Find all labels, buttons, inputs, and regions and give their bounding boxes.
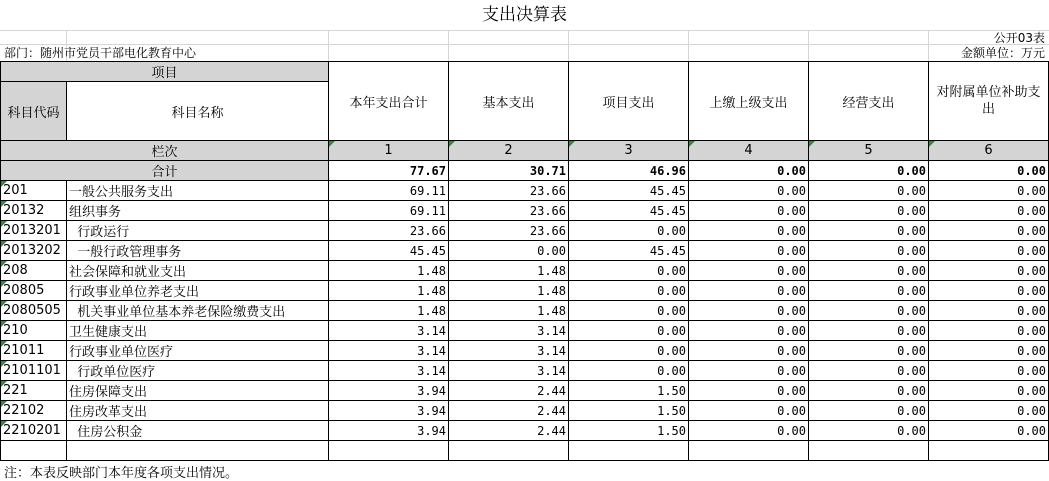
subject-code-text: 2013202 — [3, 243, 61, 258]
table-row — [1, 361, 1049, 381]
department-label: 部门：随州市党员干部电化教育中心 — [4, 46, 197, 60]
total-value: 0.00 — [929, 161, 1049, 181]
amount-cell: 0.00 — [929, 421, 1049, 441]
amount-cell: 3.94 — [329, 421, 449, 441]
amount-cell: 0.00 — [689, 381, 809, 401]
total-value: 30.71 — [449, 161, 569, 181]
amount-cell: 0.00 — [929, 201, 1049, 221]
amount-cell: 0.00 — [809, 201, 929, 221]
amount-cell: 1.48 — [449, 261, 569, 281]
subject-name: 组织事务 — [67, 201, 329, 221]
amount-cell: 0.00 — [929, 301, 1049, 321]
column-header: 项目支出 — [569, 62, 689, 141]
amount-cell: 0.00 — [569, 341, 689, 361]
amount-cell: 0.00 — [809, 281, 929, 301]
amount-cell: 0.00 — [689, 301, 809, 321]
column-header: 对附属单位补助支出 — [929, 62, 1049, 141]
amount-cell: 45.45 — [569, 201, 689, 221]
empty-cell — [689, 441, 809, 461]
amount-cell: 45.45 — [569, 241, 689, 261]
column-header: 基本支出 — [449, 62, 569, 141]
amount-cell: 0.00 — [929, 261, 1049, 281]
amount-cell: 3.14 — [329, 361, 449, 381]
empty-cell — [329, 441, 449, 461]
table-row — [1, 341, 1049, 361]
amount-cell: 0.00 — [929, 181, 1049, 201]
subject-code — [1, 421, 67, 441]
gridline — [808, 30, 809, 61]
amount-cell: 0.00 — [689, 361, 809, 381]
subject-code-text: 201 — [3, 183, 28, 198]
amount-cell: 0.00 — [569, 261, 689, 281]
subject-name: 住房公积金 — [67, 421, 329, 441]
amount-cell: 0.00 — [809, 341, 929, 361]
column-number-text: 4 — [744, 143, 753, 158]
code-column-header: 科目代码 — [1, 82, 67, 141]
table-row — [1, 201, 1049, 221]
amount-cell: 0.00 — [689, 261, 809, 281]
amount-cell: 0.00 — [929, 361, 1049, 381]
subject-name: 一般行政管理事务 — [67, 241, 329, 261]
subject-code-text: 2101101 — [3, 363, 61, 378]
amount-cell: 0.00 — [569, 321, 689, 341]
subject-code — [1, 401, 67, 421]
amount-cell: 0.00 — [569, 361, 689, 381]
subject-name: 社会保障和就业支出 — [67, 261, 329, 281]
subject-code — [1, 261, 67, 281]
amount-cell: 69.11 — [329, 181, 449, 201]
subject-code — [1, 321, 67, 341]
amount-cell: 0.00 — [689, 241, 809, 261]
amount-cell: 3.14 — [449, 361, 569, 381]
column-number — [449, 141, 569, 161]
subject-code-text: 22102 — [3, 403, 45, 418]
table-row — [1, 221, 1049, 241]
amount-cell: 0.00 — [809, 381, 929, 401]
table-row — [1, 281, 1049, 301]
amount-cell: 0.00 — [689, 281, 809, 301]
subject-code-text: 221 — [3, 383, 28, 398]
subject-code — [1, 241, 67, 261]
subject-code-text: 20132 — [3, 203, 45, 218]
subject-name: 行政事业单位医疗 — [67, 341, 329, 361]
amount-cell: 2.44 — [449, 401, 569, 421]
total-value: 77.67 — [329, 161, 449, 181]
amount-cell: 0.00 — [809, 181, 929, 201]
total-label: 合计 — [1, 161, 329, 181]
amount-cell: 0.00 — [809, 361, 929, 381]
footnote: 注：本表反映部门本年度各项支出情况。 — [4, 466, 239, 481]
column-header: 经营支出 — [809, 62, 929, 141]
subject-name: 机关事业单位基本养老保险缴费支出 — [67, 301, 329, 321]
amount-cell: 0.00 — [689, 321, 809, 341]
subject-code — [1, 221, 67, 241]
column-number — [569, 141, 689, 161]
table-row — [1, 261, 1049, 281]
column-number-text: 5 — [864, 143, 873, 158]
amount-cell: 0.00 — [689, 201, 809, 221]
amount-cell: 0.00 — [569, 301, 689, 321]
total-value: 46.96 — [569, 161, 689, 181]
empty-cell — [569, 441, 689, 461]
amount-cell: 0.00 — [689, 181, 809, 201]
column-number-text: 1 — [384, 143, 393, 158]
empty-cell — [929, 441, 1049, 461]
empty-cell — [809, 441, 929, 461]
subject-code-text: 2013201 — [3, 223, 61, 238]
report-title: 支出决算表 — [482, 5, 567, 25]
item-group-header: 项目 — [1, 62, 329, 82]
subject-code — [1, 201, 67, 221]
empty-cell — [449, 441, 569, 461]
column-number — [329, 141, 449, 161]
amount-cell: 0.00 — [929, 321, 1049, 341]
amount-cell: 1.50 — [569, 401, 689, 421]
amount-cell: 0.00 — [929, 281, 1049, 301]
subject-name: 卫生健康支出 — [67, 321, 329, 341]
subject-code — [1, 301, 67, 321]
subject-code-text: 21011 — [3, 343, 45, 358]
empty-cell — [1, 441, 67, 461]
gridline — [0, 30, 1049, 31]
amount-cell: 23.66 — [329, 221, 449, 241]
expenditure-table — [0, 61, 1049, 461]
amount-cell: 45.45 — [569, 181, 689, 201]
amount-cell: 3.14 — [449, 321, 569, 341]
column-number-text: 6 — [984, 143, 993, 158]
amount-cell: 0.00 — [449, 241, 569, 261]
row-index-label: 栏次 — [1, 141, 329, 161]
table-row — [1, 181, 1049, 201]
amount-cell: 1.50 — [569, 421, 689, 441]
amount-cell: 1.50 — [569, 381, 689, 401]
subject-code — [1, 341, 67, 361]
table-row — [1, 381, 1049, 401]
amount-cell: 0.00 — [809, 401, 929, 421]
amount-cell: 0.00 — [929, 401, 1049, 421]
amount-cell: 1.48 — [329, 301, 449, 321]
column-number — [929, 141, 1049, 161]
unit-label: 金额单位：万元 — [960, 46, 1045, 60]
amount-cell: 0.00 — [809, 261, 929, 281]
subject-name: 行政事业单位养老支出 — [67, 281, 329, 301]
amount-cell: 0.00 — [809, 241, 929, 261]
amount-cell: 0.00 — [809, 221, 929, 241]
amount-cell: 0.00 — [929, 241, 1049, 261]
amount-cell: 0.00 — [689, 341, 809, 361]
gridline — [688, 30, 689, 61]
gridline — [448, 30, 449, 61]
subject-code-text: 210 — [3, 323, 28, 338]
subject-code — [1, 361, 67, 381]
name-column-header: 科目名称 — [67, 82, 329, 141]
gridline — [328, 30, 329, 61]
total-value: 0.00 — [809, 161, 929, 181]
amount-cell: 69.11 — [329, 201, 449, 221]
subject-code — [1, 381, 67, 401]
amount-cell: 0.00 — [689, 221, 809, 241]
amount-cell: 1.48 — [329, 261, 449, 281]
table-code: 公开03表 — [993, 31, 1045, 45]
subject-name: 行政运行 — [67, 221, 329, 241]
amount-cell: 3.14 — [329, 341, 449, 361]
subject-code — [1, 181, 67, 201]
amount-cell: 1.48 — [329, 281, 449, 301]
amount-cell: 0.00 — [569, 221, 689, 241]
amount-cell: 23.66 — [449, 201, 569, 221]
empty-cell — [67, 441, 329, 461]
table-row — [1, 321, 1049, 341]
amount-cell: 0.00 — [809, 421, 929, 441]
amount-cell: 0.00 — [929, 221, 1049, 241]
amount-cell: 3.14 — [329, 321, 449, 341]
total-value: 0.00 — [689, 161, 809, 181]
column-number — [809, 141, 929, 161]
subject-code — [1, 281, 67, 301]
subject-name: 住房保障支出 — [67, 381, 329, 401]
amount-cell: 3.14 — [449, 341, 569, 361]
gridline — [928, 30, 929, 61]
amount-cell: 1.48 — [449, 301, 569, 321]
column-number — [689, 141, 809, 161]
column-header: 本年支出合计 — [329, 62, 449, 141]
amount-cell: 45.45 — [329, 241, 449, 261]
amount-cell: 2.44 — [449, 381, 569, 401]
subject-name: 行政单位医疗 — [67, 361, 329, 381]
amount-cell: 3.94 — [329, 401, 449, 421]
amount-cell: 0.00 — [929, 381, 1049, 401]
table-row — [1, 421, 1049, 441]
empty-row — [1, 441, 1049, 461]
table-row — [1, 401, 1049, 421]
table-row — [1, 241, 1049, 261]
amount-cell: 0.00 — [929, 341, 1049, 361]
column-number-text: 3 — [624, 143, 633, 158]
subject-code-text: 20805 — [3, 283, 45, 298]
column-number-text: 2 — [504, 143, 513, 158]
amount-cell: 0.00 — [569, 281, 689, 301]
amount-cell: 1.48 — [449, 281, 569, 301]
amount-cell: 2.44 — [449, 421, 569, 441]
gridline — [568, 30, 569, 61]
subject-code-text: 208 — [3, 263, 28, 278]
amount-cell: 0.00 — [689, 401, 809, 421]
amount-cell: 0.00 — [809, 321, 929, 341]
column-header: 上缴上级支出 — [689, 62, 809, 141]
amount-cell: 0.00 — [689, 421, 809, 441]
amount-cell: 3.94 — [329, 381, 449, 401]
amount-cell: 23.66 — [449, 181, 569, 201]
subject-code-text: 2080505 — [3, 303, 61, 318]
subject-code-text: 2210201 — [3, 423, 61, 438]
subject-name: 住房改革支出 — [67, 401, 329, 421]
table-row — [1, 301, 1049, 321]
subject-name: 一般公共服务支出 — [67, 181, 329, 201]
amount-cell: 0.00 — [809, 301, 929, 321]
amount-cell: 23.66 — [449, 221, 569, 241]
